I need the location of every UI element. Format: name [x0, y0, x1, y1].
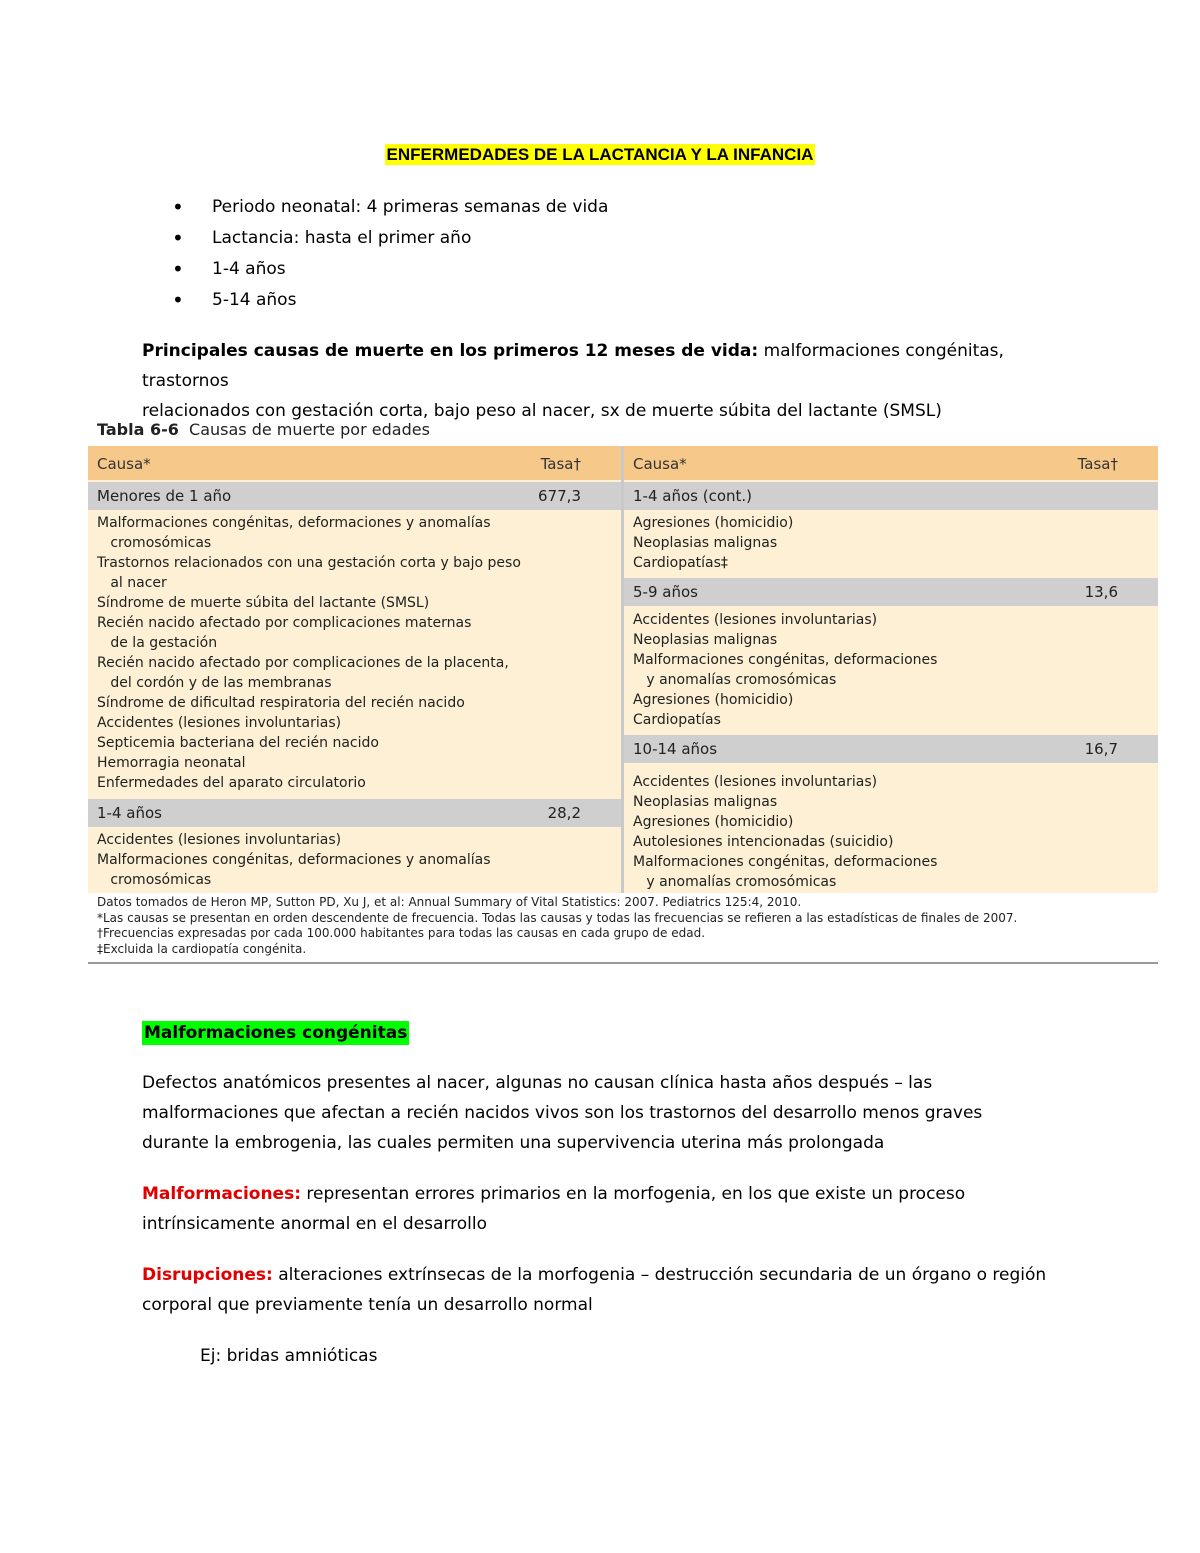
defectos-paragraph — [142, 1068, 1082, 1158]
table-right-column — [624, 446, 1158, 893]
disrupciones-label: Disrupciones: — [142, 1265, 273, 1285]
title-highlight: ENFERMEDADES DE LA LACTANCIA Y LA INFANCIA — [386, 145, 814, 164]
table-row: Cardiopatías‡ — [633, 555, 728, 571]
group-items — [97, 830, 491, 890]
footnote: ‡Excluida la cardiopatía congénita. — [97, 941, 307, 956]
table-row: Autolesiones intencionadas (suicidio) — [633, 834, 894, 850]
document-title — [0, 145, 1200, 165]
header-tasa: Tasa† — [1077, 455, 1118, 473]
table-row: Accidentes (lesiones involuntarias) — [97, 715, 342, 731]
causes-of-death-table — [88, 446, 1158, 893]
group-rate: 13,6 — [1084, 583, 1118, 601]
text-line: Defectos anatómicos presentes al nacer, algunas no causan clínica hasta años después – las — [142, 1073, 933, 1093]
table-row: Malformaciones congénitas, deformaciones y anomalías — [97, 515, 491, 531]
malformaciones-paragraph — [142, 1179, 1082, 1239]
table-row: Neoplasias malignas — [633, 535, 778, 551]
table-row: Síndrome de muerte súbita del lactante (SMSL) — [97, 595, 430, 611]
text-line: intrínsicamente anormal en el desarrollo — [142, 1214, 488, 1234]
group-items — [633, 513, 793, 573]
table-title: Causas de muerte por edades — [189, 420, 430, 439]
group-name: 1-4 años (cont.) — [633, 487, 753, 505]
group-items — [633, 772, 937, 892]
table-row: Cardiopatías — [633, 712, 721, 728]
table-row: Trastornos relacionados con una gestación corta y bajo peso — [97, 555, 521, 571]
table-row: y anomalías cromosómicas — [633, 672, 837, 688]
text-line: durante la embrogenia, las cuales permiten una supervivencia uterina más prolongada — [142, 1133, 885, 1153]
table-row: al nacer — [97, 575, 167, 591]
disrupciones-paragraph — [142, 1260, 1082, 1320]
group-items — [633, 610, 937, 730]
text-line: malformaciones que afectan a recién nacidos vivos son los trastornos del desarrollo menos graves — [142, 1103, 983, 1123]
footnote: Datos tomados de Heron MP, Sutton PD, Xu J, et al: Annual Summary of Vital Statistics: 2007. Pediatrics 125:4, 2010. — [97, 895, 802, 909]
footnote: †Frecuencias expresadas por cada 100.000 habitantes para todas las causas en cada grupo de edad. — [97, 926, 706, 940]
causes-text-cont: relacionados con gestación corta, bajo peso al nacer, sx de muerte súbita del lactante (SMSL) — [142, 401, 942, 421]
group-rate: 28,2 — [547, 804, 581, 822]
table-row: Malformaciones congénitas, deformaciones y anomalías — [97, 852, 491, 868]
malformaciones-label: Malformaciones: — [142, 1184, 301, 1204]
table-row: y anomalías cromosómicas — [633, 874, 837, 890]
table-row: cromosómicas — [97, 535, 212, 551]
group-row — [88, 799, 621, 827]
table-row: Hemorragia neonatal — [97, 755, 246, 771]
table-row: Agresiones (homicidio) — [633, 515, 794, 531]
group-name: 5-9 años — [633, 583, 698, 601]
table-row: Enfermedades del aparato circulatorio — [97, 775, 366, 791]
text-line: alteraciones extrínsecas de la morfogenia – destrucción secundaria de un órgano o región — [272, 1265, 1047, 1285]
table-row: del cordón y de las membranas — [97, 675, 332, 691]
table-row: cromosómicas — [97, 872, 212, 888]
table-row: Accidentes (lesiones involuntarias) — [97, 832, 342, 848]
section-heading: Malformaciones congénitas — [144, 1023, 408, 1043]
group-row — [624, 735, 1158, 763]
table-row: Malformaciones congénitas, deformaciones — [633, 652, 938, 668]
table-row: Agresiones (homicidio) — [633, 692, 794, 708]
table-header — [88, 446, 621, 480]
list-item: • 5-14 años — [172, 288, 608, 319]
group-rate: 677,3 — [538, 487, 581, 505]
list-item: • Lactancia: hasta el primer año — [172, 226, 608, 257]
header-causa: Causa* — [633, 455, 687, 473]
causes-label: Principales causas de muerte en los primeros 12 meses de vida: — [142, 341, 759, 361]
table-row: Agresiones (homicidio) — [633, 814, 794, 830]
group-items — [97, 513, 521, 793]
table-header — [624, 446, 1158, 480]
causes-text: malformaciones congénitas, trastornos — [142, 341, 1004, 391]
list-item: • 1-4 años — [172, 257, 608, 288]
list-item: • Periodo neonatal: 4 primeras semanas de vida — [172, 195, 608, 226]
table-row: Neoplasias malignas — [633, 632, 778, 648]
causes-paragraph — [142, 336, 1082, 426]
table-row: Síndrome de dificultad respiratoria del recién nacido — [97, 695, 465, 711]
group-rate: 16,7 — [1084, 740, 1118, 758]
group-name: 10-14 años — [633, 740, 718, 758]
text-line: representan errores primarios en la morfogenia, en los que existe un proceso — [301, 1184, 966, 1204]
table-caption — [97, 420, 430, 439]
header-causa: Causa* — [97, 455, 151, 473]
table-row: Recién nacido afectado por complicaciones maternas — [97, 615, 472, 631]
table-row: Malformaciones congénitas, deformaciones — [633, 854, 938, 870]
table-row: de la gestación — [97, 635, 218, 651]
group-row — [624, 578, 1158, 606]
table-row: Accidentes (lesiones involuntarias) — [633, 612, 878, 628]
text-line: corporal que previamente tenía un desarrollo normal — [142, 1295, 593, 1315]
group-row — [88, 482, 621, 510]
table-row: Accidentes (lesiones involuntarias) — [633, 774, 878, 790]
group-row — [624, 482, 1158, 510]
table-number: Tabla 6-6 — [97, 420, 179, 439]
table-footnotes — [97, 895, 1017, 957]
table-bottom-rule — [88, 962, 1158, 964]
example-line: Ej: bridas amnióticas — [200, 1346, 378, 1366]
footnote: *Las causas se presentan en orden descendente de frecuencia. Todas las causas y todas las frecuencias se refieren a las estadísticas de finales de 2007. — [97, 910, 1018, 925]
table-row: Recién nacido afectado por complicaciones de la placenta, — [97, 655, 509, 671]
header-tasa: Tasa† — [540, 455, 581, 473]
table-left-column — [88, 446, 621, 893]
table-row: Septicemia bacteriana del recién nacido — [97, 735, 379, 751]
group-name: 1-4 años — [97, 804, 162, 822]
group-name: Menores de 1 año — [97, 487, 232, 505]
table-row: Neoplasias malignas — [633, 794, 778, 810]
age-periods-list — [172, 195, 608, 319]
